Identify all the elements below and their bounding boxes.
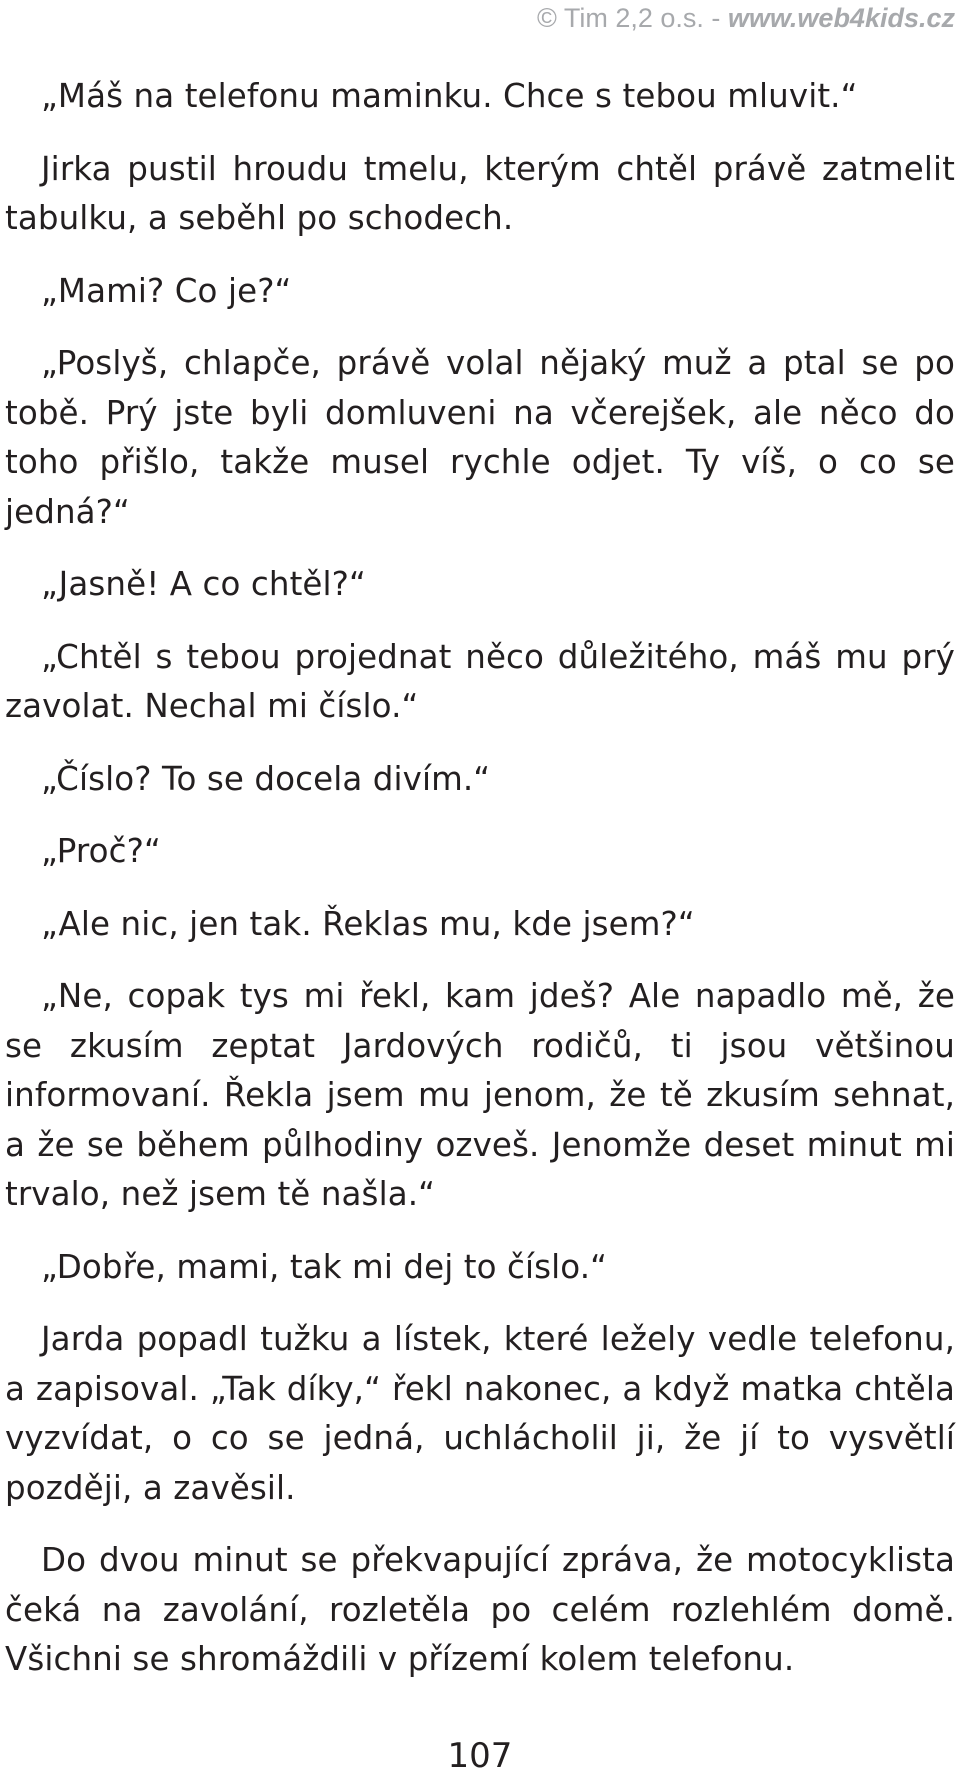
paragraph: Jarda popadl tužku a lístek, které ležely vedle telefonu, a zapisoval. „Tak díky,“ řekl nakonec, a když matka chtěla vyzvídat, o co se jedná, uchlácholil ji, že jí to vysvětlí později, a zavěsil. xyxy=(5,1320,955,1507)
paragraph: „Mami? Co je?“ xyxy=(41,271,292,310)
website-text: www.web4kids.cz xyxy=(727,3,955,33)
book-text xyxy=(5,72,955,1708)
page-header xyxy=(537,2,955,34)
paragraph: „Ale nic, jen tak. Řeklas mu, kde jsem?“ xyxy=(41,904,695,943)
paragraph: Jirka pustil hroudu tmelu, kterým chtěl právě zatmelit tabulku, a seběhl po schodech. xyxy=(5,149,955,237)
copyright-text: © Tim 2,2 o.s. - xyxy=(536,3,728,33)
paragraph: „Číslo? To se docela divím.“ xyxy=(41,759,491,798)
paragraph: „Máš na telefonu maminku. Chce s tebou mluvit.“ xyxy=(41,77,858,115)
paragraph: „Chtěl s tebou projednat něco důležitého, máš mu prý zavolat. Nechal mi číslo.“ xyxy=(5,637,955,725)
paragraph: „Poslyš, chlapče, právě volal nějaký muž a ptal se po tobě. Prý jste byli domluveni na včerejšek, ale něco do toho přišlo, takže musel rychle odjet. Ty víš, o co se jedná?“ xyxy=(5,344,955,531)
paragraph: „Dobře, mami, tak mi dej to číslo.“ xyxy=(41,1247,608,1286)
paragraph: „Jasně! A co chtěl?“ xyxy=(41,565,366,603)
page-number: 107 xyxy=(447,1736,513,1776)
paragraph: „Proč?“ xyxy=(41,832,161,870)
paragraph: „Ne, copak tys mi řekl, kam jdeš? Ale napadlo mě, že se zkusím zeptat Jardových rodičů, ti jsou většinou informovaní. Řekla jsem mu jenom, že tě zkusím sehnat, a že se během půlhodiny ozveš. Jenomže deset minut mi trvalo, než jsem tě našla.“ xyxy=(5,977,955,1213)
paragraph: Do dvou minut se překvapující zpráva, že motocyklista čeká na zavolání, rozletěla po celém rozlehlém domě. Všichni se shromáždili v přízemí kolem telefonu. xyxy=(5,1541,955,1678)
